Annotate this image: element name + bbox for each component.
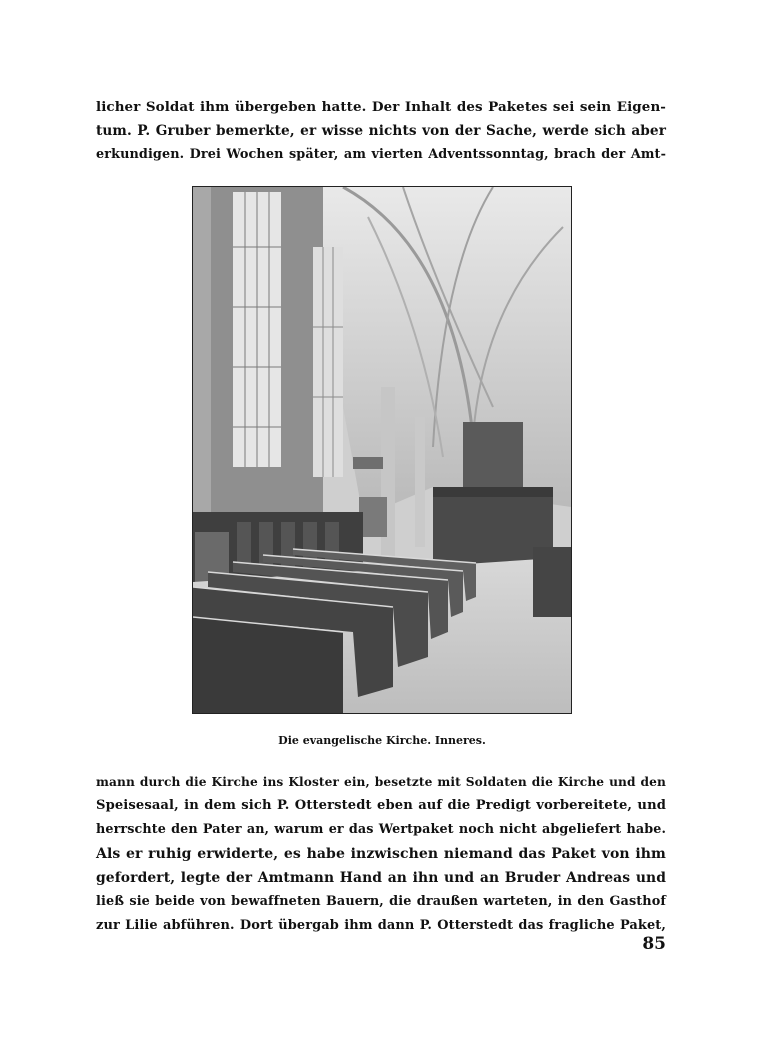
- text-line: Speisesaal, in dem sich P. Otterstedt eben auf die Predigt vorbereitete, und: [96, 798, 666, 813]
- page-number: 85: [642, 934, 666, 954]
- church-interior-image: [193, 187, 571, 713]
- text-line: licher Soldat ihm übergeben hatte. Der Inhalt des Paketes sei sein Eigen-: [96, 99, 666, 115]
- text-line: zur Lilie abführen. Dort übergab ihm dann P. Otterstedt das fragliche Paket,: [96, 918, 666, 933]
- text-line: gefordert, legte der Amtmann Hand an ihn und an Bruder Andreas und: [96, 870, 666, 886]
- church-interior-photo: [192, 186, 572, 714]
- text-line: mann durch die Kirche ins Kloster ein, besetzte mit Soldaten die Kirche und den: [96, 775, 666, 789]
- paragraph-top: [96, 95, 666, 167]
- text-line: erkundigen. Drei Wochen später, am vierten Adventssonntag, brach der Amt-: [96, 147, 666, 162]
- text-line: tum. P. Gruber bemerkte, er wisse nichts von der Sache, werde sich aber: [96, 123, 666, 139]
- figure-caption: Die evangelische Kirche. Inneres.: [278, 734, 486, 747]
- text-line: herrschte den Pater an, warum er das Wertpaket noch nicht abgeliefert habe.: [96, 822, 666, 837]
- text-line: Als er ruhig erwiderte, es habe inzwischen niemand das Paket von ihm: [96, 846, 666, 862]
- paragraph-bottom: [96, 770, 666, 938]
- text-line: ließ sie beide von bewaffneten Bauern, die draußen warteten, in den Gasthof: [96, 894, 666, 909]
